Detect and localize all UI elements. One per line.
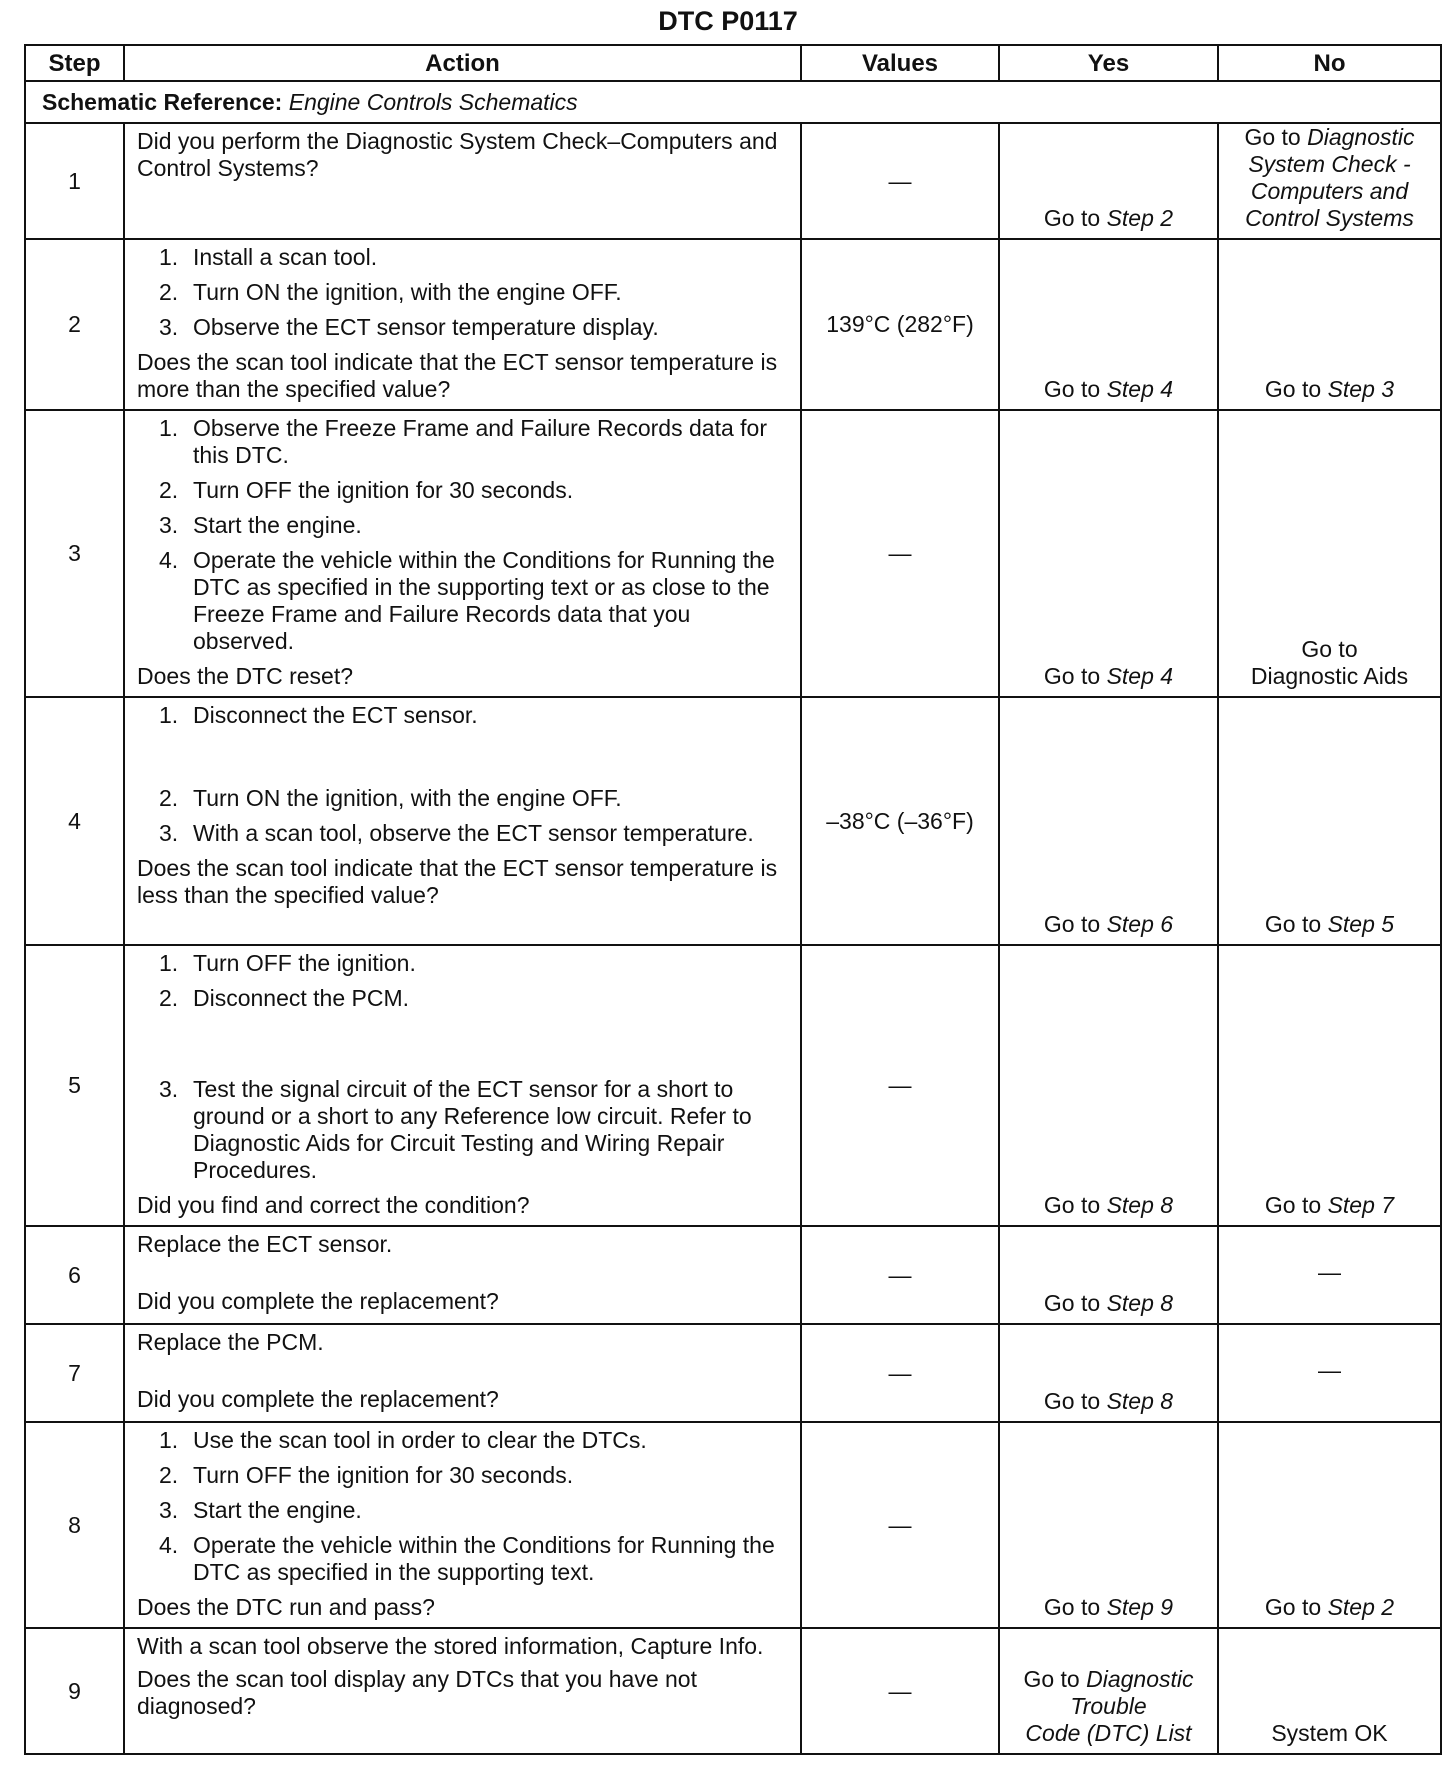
no-cell: System OK: [1218, 1628, 1441, 1754]
step-number: 5: [25, 945, 124, 1226]
list-item: Disconnect the ECT sensor.: [193, 702, 478, 728]
table-row: [25, 1628, 1441, 1754]
yes-cell[interactable]: Go to Step 6: [999, 697, 1218, 945]
list-item: Start the engine.: [193, 512, 362, 538]
step-number: 2: [25, 239, 124, 410]
value-cell: –38°C (–36°F): [801, 697, 999, 945]
value-cell: —: [801, 945, 999, 1226]
action-list: 1. Turn OFF the ignition. 2. Disconnect the PCM. 3. Test the signal circuit of the ECT sensor for a short to ground or a short to any Reference low circuit. Refer to Diagnostic Aids for Circuit Testing and Wiring Repair Procedures.: [137, 950, 788, 1184]
yes-cell[interactable]: Go to Step 2: [999, 123, 1218, 239]
table-row: [25, 123, 1441, 239]
yes-link[interactable]: Step 2: [1106, 205, 1174, 231]
value-cell: —: [801, 1422, 999, 1628]
step-number: 4: [25, 697, 124, 945]
action-list: 1. Disconnect the ECT sensor. 2. Turn ON the ignition, with the engine OFF. 3. With a scan tool, observe the ECT sensor temperature.: [137, 702, 788, 847]
table-row: [25, 697, 1441, 945]
no-cell: —: [1218, 1324, 1441, 1422]
yes-cell[interactable]: Go to Step 8: [999, 1324, 1218, 1422]
list-item: Operate the vehicle within the Conditions for Running the DTC as specified in the supporting text or as close to the Freeze Frame and Failure Records data that you observed.: [193, 547, 775, 654]
action-question: Does the DTC reset?: [137, 663, 354, 689]
action-list: 1. Use the scan tool in order to clear the DTCs. 2. Turn OFF the ignition for 30 seconds. 3. Start the engine. 4. Operate the vehicle within the Conditions for Running the DTC as specified in the supporting text.: [137, 1427, 788, 1586]
no-cell[interactable]: Go to Diagnostic System Check - Computers and Control Systems: [1218, 123, 1441, 239]
action-question: Does the DTC run and pass?: [137, 1594, 435, 1620]
yes-cell[interactable]: Go to Step 4: [999, 410, 1218, 697]
action-question: Does the scan tool indicate that the ECT sensor temperature is less than the specified value?: [137, 855, 778, 908]
action-question: Does the scan tool indicate that the ECT sensor temperature is more than the specified value?: [137, 349, 778, 402]
list-item: Use the scan tool in order to clear the DTCs.: [193, 1427, 647, 1453]
no-cell: —: [1218, 1226, 1441, 1324]
action-text: Did you perform the Diagnostic System Check–Computers and Control Systems?: [137, 128, 778, 181]
yes-cell[interactable]: Go to Step 9: [999, 1422, 1218, 1628]
action-list: 1. Observe the Freeze Frame and Failure Records data for this DTC. 2. Turn OFF the ignition for 30 seconds. 3. Start the engine. 4. Operate the vehicle within the Conditions for Running the DTC as specified in the supporting text or as close to the Freeze Frame and Failure Records data that you observed.: [137, 415, 788, 655]
action-question: Did you complete the replacement?: [137, 1288, 499, 1314]
list-item: Disconnect the PCM.: [193, 985, 410, 1011]
table-row: [25, 239, 1441, 410]
step-number: 9: [25, 1628, 124, 1754]
step-number: 7: [25, 1324, 124, 1422]
step-number: 1: [25, 123, 124, 239]
list-item: Test the signal circuit of the ECT sensor for a short to ground or a short to any Reference low circuit. Refer to Diagnostic Aids for Circuit Testing and Wiring Repair Procedures.: [193, 1076, 752, 1183]
list-item: With a scan tool, observe the ECT sensor temperature.: [193, 820, 754, 846]
list-item: Turn OFF the ignition.: [193, 950, 416, 976]
value-cell: —: [801, 1628, 999, 1754]
yes-cell[interactable]: Go to Diagnostic Trouble Code (DTC) List: [999, 1628, 1218, 1754]
no-cell[interactable]: Go to Diagnostic Aids: [1218, 410, 1441, 697]
value-cell: —: [801, 1226, 999, 1324]
list-item: Install a scan tool.: [193, 244, 378, 270]
yes-cell[interactable]: Go to Step 4: [999, 239, 1218, 410]
header-row: [25, 45, 1441, 81]
step-number: 8: [25, 1422, 124, 1628]
list-item: Turn OFF the ignition for 30 seconds.: [193, 477, 574, 503]
value-cell: —: [801, 410, 999, 697]
page-title: DTC P0117: [658, 6, 798, 36]
list-item: Operate the vehicle within the Conditions for Running the DTC as specified in the supporting text.: [193, 1532, 775, 1585]
action-question: Did you find and correct the condition?: [137, 1192, 530, 1218]
header-no: No: [1218, 45, 1441, 81]
step-number: 3: [25, 410, 124, 697]
no-cell[interactable]: Go to Step 5: [1218, 697, 1441, 945]
header-values: Values: [801, 45, 999, 81]
action-question: Does the scan tool display any DTCs that you have not diagnosed?: [137, 1666, 697, 1719]
value-cell: —: [801, 123, 999, 239]
list-item: Observe the Freeze Frame and Failure Records data for this DTC.: [193, 415, 767, 468]
action-question: Did you complete the replacement?: [137, 1386, 499, 1412]
no-cell[interactable]: Go to Step 2: [1218, 1422, 1441, 1628]
value-cell: 139°C (282°F): [801, 239, 999, 410]
value-cell: —: [801, 1324, 999, 1422]
schematic-label: Schematic Reference:: [42, 88, 283, 115]
table-row: [25, 1226, 1441, 1324]
table-row: [25, 1422, 1441, 1628]
no-cell[interactable]: Go to Step 7: [1218, 945, 1441, 1226]
list-item: Observe the ECT sensor temperature display.: [193, 314, 659, 340]
schematic-link[interactable]: Engine Controls Schematics: [288, 88, 578, 115]
yes-cell[interactable]: Go to Step 8: [999, 1226, 1218, 1324]
header-action: Action: [124, 45, 801, 81]
action-text: Replace the ECT sensor.: [137, 1231, 393, 1257]
header-step: Step: [25, 45, 124, 81]
list-item: Turn OFF the ignition for 30 seconds.: [193, 1462, 574, 1488]
list-item: Turn ON the ignition, with the engine OFF.: [193, 279, 622, 305]
action-text: With a scan tool observe the stored information, Capture Info.: [137, 1633, 764, 1659]
no-cell[interactable]: Go to Step 3: [1218, 239, 1441, 410]
step-number: 6: [25, 1226, 124, 1324]
table-row: [25, 410, 1441, 697]
table-row: [25, 945, 1441, 1226]
list-item: Turn ON the ignition, with the engine OFF.: [193, 785, 622, 811]
yes-cell[interactable]: Go to Step 8: [999, 945, 1218, 1226]
schematic-reference-row: [25, 81, 1441, 123]
action-list: 1. Install a scan tool. 2. Turn ON the ignition, with the engine OFF. 3. Observe the ECT sensor temperature display.: [137, 244, 788, 341]
table-row: [25, 1324, 1441, 1422]
dtc-table: [24, 44, 1442, 1755]
action-text: Replace the PCM.: [137, 1329, 324, 1355]
header-yes: Yes: [999, 45, 1218, 81]
list-item: Start the engine.: [193, 1497, 362, 1523]
